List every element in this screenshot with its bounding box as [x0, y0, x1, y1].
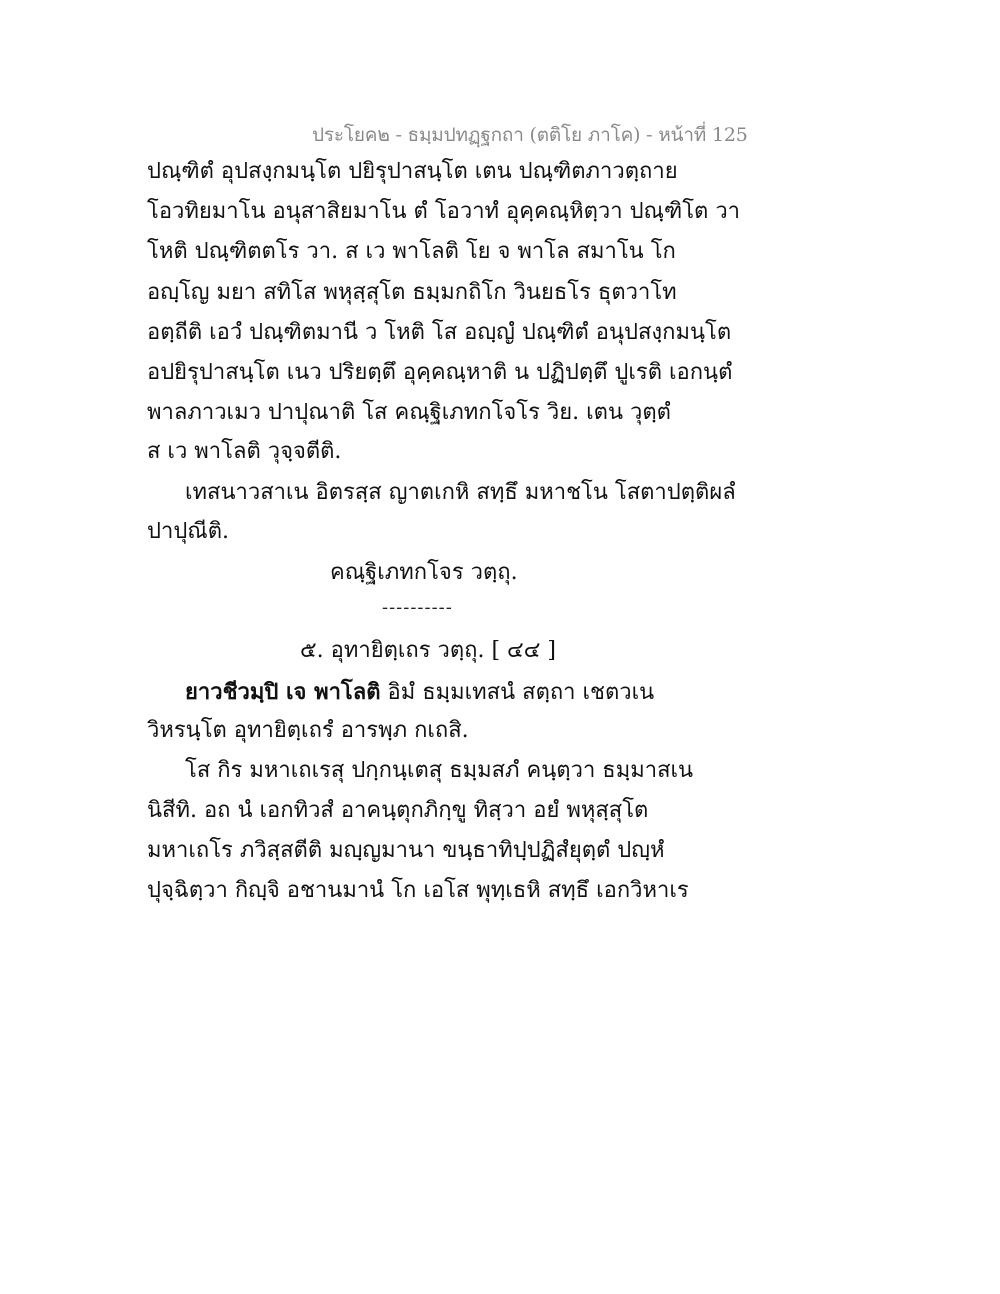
- text-line: อญฺโญ มยา สทิโส พหุสฺสุโต ธมฺมกถิโก วินยธโร ธุตวาโท: [147, 280, 677, 305]
- text-line: ปณฺฑิตํ อุปสงฺกมนฺโต ปยิรุปาสนฺโต เตน ปณฺฑิตภาวตฺถาย: [147, 159, 678, 184]
- page-header: ประโยค๒ - ธมฺมปทฏฺฐกถา (ตติโย ภาโค) - หน้าที่ 125: [312, 124, 748, 146]
- text-line: [185, 677, 745, 708]
- text-line: พาลภาวเมว ปาปุณาติ โส คณฺฐิเภทกโจโร วิย. เตน วุตฺตํ: [147, 400, 671, 425]
- story-title: ๕. อุทายิตฺเถร วตฺถุ. [ ๔๔ ]: [300, 638, 556, 663]
- text-line: โอวทิยมาโน อนุสาสิยมาโน ตํ โอวาทํ อุคฺคณฺหิตฺวา ปณฺฑิโต วา: [147, 199, 741, 224]
- text-line: โส กิร มหาเถเรสุ ปกฺกนฺเตสุ ธมฺมสภํ คนฺตฺวา ธมฺมาสเน: [185, 758, 694, 783]
- text-line: ปุจฺฉิตฺวา กิญฺจิ อชานมานํ โก เอโส พุทฺเธหิ สทฺธึ เอกวิหาเร: [147, 878, 689, 903]
- section-separator: ----------: [382, 597, 453, 618]
- text-line: อตฺถีติ เอวํ ปณฺฑิตมานี ว โหติ โส อญฺญํ ปณฺฑิตํ อนุปสงฺกมนฺโต: [147, 320, 732, 345]
- text-line: ปาปุณีติ.: [147, 519, 229, 544]
- text-span: อิมํ ธมฺมเทสนํ สตฺถา เชตวเน: [380, 680, 655, 705]
- text-line: มหาเถโร ภวิสฺสตีติ มญฺญมานา ขนฺธาทิปฺปฏิสํยุตฺตํ ปญฺหํ: [147, 838, 665, 863]
- text-line: วิหรนฺโต อุทายิตฺเถรํ อารพฺภ กเถสิ.: [147, 718, 469, 743]
- text-line: ส เว พาโลติ วุจฺจตีติ.: [147, 439, 342, 464]
- bold-lead-phrase: ยาวชีวมฺปิ เจ พาโลติ: [185, 679, 381, 705]
- text-line: โหติ ปณฺฑิตตโร วา. ส เว พาโลติ โย จ พาโล สมาโน โก: [147, 239, 676, 264]
- text-line: นิสีทิ. อถ นํ เอกทิวสํ อาคนฺตุกภิกฺขู ทิสฺวา อยํ พหุสฺสุโต: [147, 798, 649, 823]
- text-line: เทสนาวสาเน อิตรสฺส ญาตเกหิ สทฺธึ มหาชโน โสตาปตฺติผลํ: [185, 480, 736, 505]
- story-end-title: คณฺฐิเภทกโจร วตฺถุ.: [330, 560, 518, 585]
- text-line: อปยิรุปาสนฺโต เนว ปริยตฺตึ อุคฺคณฺหาติ น ปฏิปตฺตึ ปูเรติ เอกนฺตํ: [147, 360, 733, 385]
